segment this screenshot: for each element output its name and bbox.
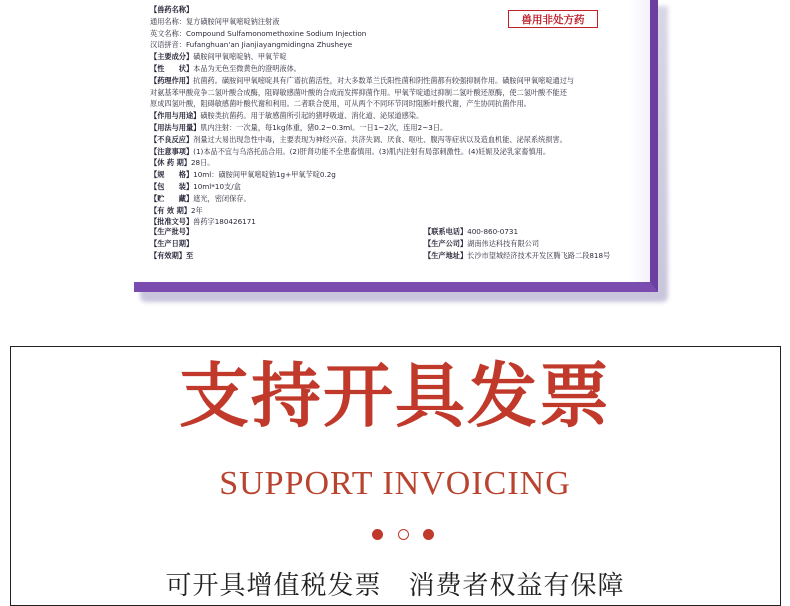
- address-value: 长沙市望城经济技术开发区腾飞路二段818号: [467, 251, 611, 261]
- label-key: 【休 药 期】: [150, 158, 191, 168]
- label-row: [150, 205, 640, 217]
- label-row: [150, 181, 640, 193]
- label-value: 遮光，密闭保存。: [193, 193, 251, 203]
- dot-filled-icon: [423, 529, 434, 540]
- label-value: 兽药字180426171: [193, 217, 256, 227]
- manufacturer-key: 【生产公司】: [424, 239, 468, 249]
- label-value: (1)本品不宜与乌洛托品合用。(2)肝肾功能不全患畜慎用。(3)肌内注射有局部刺激性。(4)妊娠及泌乳家畜慎用。: [193, 146, 551, 156]
- label-row: [150, 169, 640, 181]
- label-row: [150, 98, 640, 110]
- otc-vet-badge: 兽用非处方药: [508, 10, 598, 28]
- label-key: 【药理作用】: [150, 75, 194, 85]
- label-key: 【不良反应】: [150, 134, 194, 144]
- label-value: 通用名称：复方磺胺间甲氧嘧啶钠注射液: [150, 16, 280, 26]
- label-row: [150, 63, 640, 75]
- label-value: 10ml*10支/盒: [193, 181, 241, 191]
- label-row: [150, 122, 640, 134]
- label-key: 【批准文号】: [150, 217, 194, 227]
- label-value: 对氨基苯甲酸竞争二氢叶酸合成酶，阻碍敏感菌叶酸的合成而发挥抑菌作用。甲氧苄啶通过抑制二氢叶酸还原酶，使二氢叶酸不能还: [150, 87, 567, 97]
- label-value: 10ml：磺胺间甲氧嘧啶钠1g+甲氧苄啶0.2g: [193, 170, 336, 180]
- contact-phone-row: [424, 226, 610, 238]
- decorative-dots: [372, 528, 436, 542]
- batch-number-label: 【生产批号】: [150, 227, 194, 236]
- label-value: 汉语拼音：Fufanghuan'an Jianjiayangmidingna Zhusheye: [150, 40, 353, 50]
- label-key: 【包 装】: [150, 181, 194, 191]
- label-value: 本品为无色至微黄色的澄明液体。: [193, 63, 301, 73]
- label-row: [150, 146, 640, 158]
- label-text-block: [150, 4, 640, 228]
- label-value: 磺胺间甲氧嘧啶钠、甲氧苄啶: [193, 52, 287, 62]
- label-row: [150, 193, 640, 205]
- label-row: [150, 157, 640, 169]
- label-row: [150, 87, 640, 99]
- label-row: [150, 134, 640, 146]
- promo-title-zh: 支持开具发票: [179, 354, 611, 437]
- contact-phone-key: 【联系电话】: [424, 227, 468, 236]
- promo-title-en: SUPPORT INVOICING: [219, 465, 571, 502]
- manufacturer-row: [424, 238, 610, 250]
- manufacturer-value: 湖南伟达科技有限公司: [467, 239, 540, 249]
- address-row: [424, 250, 610, 262]
- label-value: 原成四氢叶酸，阻碍敏感菌叶酸代谢和利用。二者联合使用，可从两个不同环节同时阻断叶酸代谢，产生协同抗菌作用。: [150, 99, 531, 109]
- contact-phone-value: 400-860-0731: [467, 227, 519, 236]
- expiry-label: 【有效期】至: [150, 251, 194, 261]
- label-key: 【规 格】: [150, 170, 194, 180]
- label-footer-left: [150, 226, 193, 263]
- label-key: 【用法与用量】: [150, 122, 201, 132]
- label-row: [150, 75, 640, 87]
- label-value: 磺胺类抗菌药。用于敏感菌所引起的猪呼吸道、消化道、泌尿道感染。: [200, 111, 424, 121]
- label-row: [150, 110, 640, 122]
- label-key: 【注意事项】: [150, 146, 194, 156]
- drug-label-card: [134, 0, 658, 292]
- label-key: 【性 状】: [150, 63, 194, 73]
- label-footer-right: [424, 226, 610, 263]
- label-key: 【主要成分】: [150, 52, 194, 62]
- label-value: 抗菌药。磺胺间甲氧嘧啶具有广谱抗菌活性，对大多数革兰氏阳性菌和阴性菌都有较强抑制作用。磺胺间甲氧嘧啶通过与: [193, 75, 575, 85]
- label-value: 2年: [190, 205, 203, 215]
- label-row: [150, 39, 640, 51]
- promo-subtitle: 可开具增值税发票 消费者权益有保障: [165, 571, 625, 601]
- label-value: 剂量过大易出现急性中毒，主要表现为神经兴奋、共济失调、厌食、呕吐、腹泻等症状以及造血机能、泌尿系统损害。: [193, 134, 567, 144]
- production-date-label: 【生产日期】: [150, 239, 194, 249]
- label-row: [150, 51, 640, 63]
- product-label-image: [134, 0, 668, 302]
- label-value: 28日。: [190, 158, 215, 168]
- label-key: 【兽药名称】: [150, 5, 194, 14]
- label-value: 英文名称：Compound Sulfamonomethoxine Sodium Injection: [150, 28, 367, 38]
- dot-filled-icon: [372, 529, 383, 540]
- label-key: 【作用与用途】: [150, 111, 201, 121]
- dot-outline-icon: [398, 529, 409, 540]
- label-row: [150, 28, 640, 40]
- address-key: 【生产地址】: [424, 251, 468, 261]
- label-key: 【有 效 期】: [150, 205, 191, 215]
- label-value: 肌内注射：一次量，每1kg体重，猪0.2~0.3ml。一日1~2次，连用2~3日。: [200, 122, 448, 132]
- label-key: 【贮 藏】: [150, 193, 194, 203]
